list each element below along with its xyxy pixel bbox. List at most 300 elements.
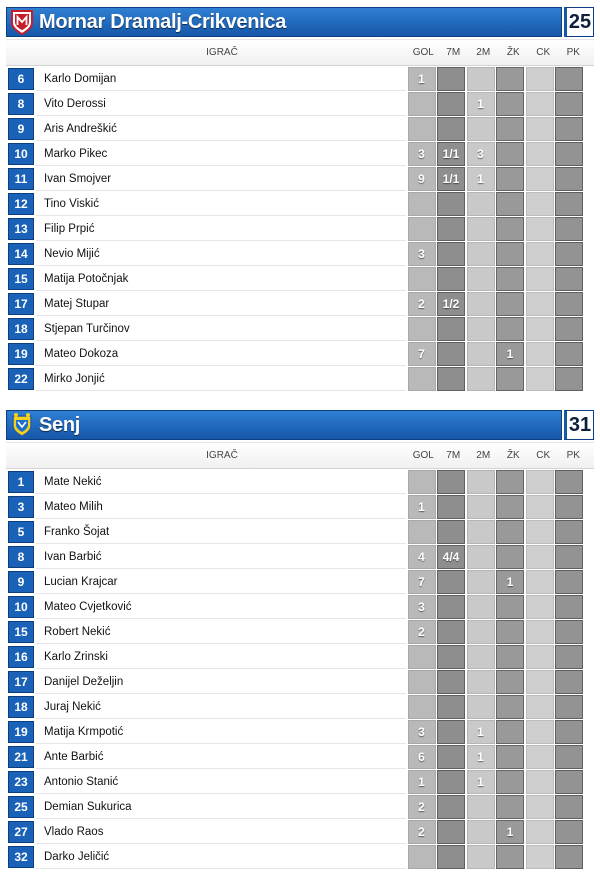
player-number: 21 bbox=[8, 746, 34, 768]
stat-m7 bbox=[437, 192, 465, 216]
stat-pk bbox=[555, 367, 583, 391]
stat-pk bbox=[555, 820, 583, 844]
stat-gol bbox=[408, 645, 436, 669]
column-header-pk: PK bbox=[566, 450, 580, 461]
stat-pk bbox=[555, 545, 583, 569]
player-number: 18 bbox=[8, 696, 34, 718]
stat-gol bbox=[408, 217, 436, 241]
stat-m2 bbox=[467, 267, 495, 291]
player-number: 1 bbox=[8, 471, 34, 493]
stat-ck bbox=[526, 845, 554, 869]
stat-m7 bbox=[437, 820, 465, 844]
player-row bbox=[6, 570, 594, 594]
player-row bbox=[6, 217, 594, 241]
team-header bbox=[6, 410, 594, 440]
stat-zk bbox=[496, 745, 524, 769]
stat-zk bbox=[496, 167, 524, 191]
player-name[interactable]: Karlo Zrinski bbox=[36, 645, 406, 669]
stat-gol bbox=[408, 495, 436, 519]
stat-m2 bbox=[467, 495, 495, 519]
stat-m7 bbox=[437, 292, 465, 316]
player-name[interactable]: Matija Potočnjak bbox=[36, 267, 406, 291]
stat-gol bbox=[408, 470, 436, 494]
stat-m7 bbox=[437, 317, 465, 341]
player-name[interactable]: Mirko Jonjić bbox=[36, 367, 406, 391]
stat-pk bbox=[555, 620, 583, 644]
stat-pk bbox=[555, 795, 583, 819]
stat-m7 bbox=[437, 217, 465, 241]
stat-gol bbox=[408, 520, 436, 544]
column-header-ck: CK bbox=[536, 47, 551, 58]
player-number: 13 bbox=[8, 218, 34, 240]
team-crest-icon bbox=[10, 9, 34, 35]
stat-gol-value: 7 bbox=[418, 347, 425, 361]
stat-gol bbox=[408, 67, 436, 91]
stat-zk bbox=[496, 795, 524, 819]
column-header-zk: ŽK bbox=[506, 450, 520, 461]
stat-ck bbox=[526, 670, 554, 694]
stat-ck bbox=[526, 595, 554, 619]
team-logo bbox=[9, 412, 35, 438]
column-header-m7: 7M bbox=[446, 450, 461, 461]
stat-gol-value: 3 bbox=[418, 247, 425, 261]
stat-gol bbox=[408, 242, 436, 266]
stat-zk-value: 1 bbox=[506, 347, 514, 361]
stat-gol bbox=[408, 342, 436, 366]
stat-m2 bbox=[467, 142, 495, 166]
stat-zk bbox=[496, 92, 524, 116]
player-name[interactable]: Ante Barbić bbox=[36, 745, 406, 769]
stat-pk bbox=[555, 845, 583, 869]
player-number: 15 bbox=[8, 621, 34, 643]
stat-m2 bbox=[467, 117, 495, 141]
column-header-m7: 7M bbox=[446, 47, 461, 58]
player-number: 3 bbox=[8, 496, 34, 518]
player-number: 17 bbox=[8, 293, 34, 315]
player-name[interactable]: Tino Viskić bbox=[36, 192, 406, 216]
stat-pk bbox=[555, 292, 583, 316]
player-row bbox=[6, 495, 594, 519]
stat-m7 bbox=[437, 670, 465, 694]
stat-pk bbox=[555, 217, 583, 241]
player-row bbox=[6, 470, 594, 494]
stat-m2 bbox=[467, 242, 495, 266]
stat-m7-value: 4/4 bbox=[442, 550, 460, 564]
stat-m7 bbox=[437, 795, 465, 819]
player-name[interactable]: Darko Jeličić bbox=[36, 845, 406, 869]
team-table bbox=[6, 7, 594, 391]
stat-m7 bbox=[437, 645, 465, 669]
stat-zk bbox=[496, 820, 524, 844]
stat-gol bbox=[408, 192, 436, 216]
player-row bbox=[6, 317, 594, 341]
stat-zk bbox=[496, 242, 524, 266]
player-row bbox=[6, 720, 594, 744]
player-name[interactable]: Antonio Stanić bbox=[36, 770, 406, 794]
stat-gol bbox=[408, 267, 436, 291]
stat-m7 bbox=[437, 470, 465, 494]
stat-pk bbox=[555, 720, 583, 744]
stat-zk bbox=[496, 470, 524, 494]
player-number: 12 bbox=[8, 193, 34, 215]
stat-m7 bbox=[437, 92, 465, 116]
stat-pk bbox=[555, 117, 583, 141]
team-header bbox=[6, 7, 594, 37]
column-header-m2: 2M bbox=[476, 450, 491, 461]
stat-zk bbox=[496, 620, 524, 644]
player-name[interactable]: Ivan Smojver bbox=[36, 167, 406, 191]
stat-pk bbox=[555, 67, 583, 91]
player-row bbox=[6, 267, 594, 291]
stat-gol bbox=[408, 845, 436, 869]
stat-m7 bbox=[437, 67, 465, 91]
stat-gol-value: 4 bbox=[418, 550, 425, 564]
player-name[interactable]: Matija Krmpotić bbox=[36, 720, 406, 744]
stat-gol bbox=[408, 745, 436, 769]
team-table bbox=[6, 410, 594, 869]
player-name[interactable]: Ivan Barbić bbox=[36, 545, 406, 569]
stat-ck bbox=[526, 367, 554, 391]
stat-m2-value: 1 bbox=[477, 775, 484, 789]
stat-m7 bbox=[437, 167, 465, 191]
stat-gol bbox=[408, 545, 436, 569]
stat-ck bbox=[526, 167, 554, 191]
stat-zk bbox=[496, 845, 524, 869]
column-header-zk: ŽK bbox=[506, 47, 520, 58]
player-number: 6 bbox=[8, 68, 34, 90]
stat-m2 bbox=[467, 67, 495, 91]
player-number: 27 bbox=[8, 821, 34, 843]
stat-pk bbox=[555, 695, 583, 719]
player-row bbox=[6, 745, 594, 769]
player-name[interactable]: Filip Prpić bbox=[36, 217, 406, 241]
column-header-row bbox=[6, 39, 594, 66]
player-number: 5 bbox=[8, 521, 34, 543]
stat-m7 bbox=[437, 342, 465, 366]
stat-gol bbox=[408, 142, 436, 166]
stat-pk bbox=[555, 142, 583, 166]
stat-m2 bbox=[467, 795, 495, 819]
stat-gol bbox=[408, 620, 436, 644]
player-row bbox=[6, 845, 594, 869]
player-name[interactable]: Franko Šojat bbox=[36, 520, 406, 544]
stat-pk bbox=[555, 267, 583, 291]
player-row bbox=[6, 292, 594, 316]
player-number: 17 bbox=[8, 671, 34, 693]
player-row bbox=[6, 67, 594, 91]
team-name: Senj bbox=[39, 413, 81, 436]
stat-m7 bbox=[437, 745, 465, 769]
stat-ck bbox=[526, 545, 554, 569]
stat-ck bbox=[526, 142, 554, 166]
player-row bbox=[6, 367, 594, 391]
stat-m7 bbox=[437, 595, 465, 619]
stat-zk bbox=[496, 645, 524, 669]
stat-m2 bbox=[467, 595, 495, 619]
player-name[interactable]: Mateo Milih bbox=[36, 495, 406, 519]
stat-m2 bbox=[467, 470, 495, 494]
stat-gol bbox=[408, 92, 436, 116]
column-header-player: IGRAČ bbox=[206, 47, 238, 58]
stat-m2 bbox=[467, 670, 495, 694]
player-number: 9 bbox=[8, 118, 34, 140]
stat-pk bbox=[555, 242, 583, 266]
team-logo bbox=[9, 9, 35, 35]
stat-m2-value: 1 bbox=[477, 97, 484, 111]
stat-m7 bbox=[437, 142, 465, 166]
player-row bbox=[6, 520, 594, 544]
stat-pk bbox=[555, 745, 583, 769]
stat-zk bbox=[496, 770, 524, 794]
stat-ck bbox=[526, 217, 554, 241]
column-header-gol: GOL bbox=[412, 450, 434, 461]
column-header-player: IGRAČ bbox=[206, 450, 238, 461]
stat-m2 bbox=[467, 695, 495, 719]
stat-m2-value: 1 bbox=[477, 750, 484, 764]
player-row bbox=[6, 620, 594, 644]
stat-gol bbox=[408, 720, 436, 744]
stat-gol bbox=[408, 317, 436, 341]
stat-m7 bbox=[437, 242, 465, 266]
stat-ck bbox=[526, 67, 554, 91]
stat-ck bbox=[526, 570, 554, 594]
player-number: 10 bbox=[8, 596, 34, 618]
stat-gol-value: 2 bbox=[418, 625, 425, 639]
column-header-row bbox=[6, 442, 594, 469]
stat-m7 bbox=[437, 720, 465, 744]
stat-pk bbox=[555, 670, 583, 694]
stat-m7-value: 1/1 bbox=[442, 147, 460, 161]
player-row bbox=[6, 645, 594, 669]
player-name[interactable]: Aris Andreškić bbox=[36, 117, 406, 141]
stat-m2 bbox=[467, 720, 495, 744]
stat-pk bbox=[555, 495, 583, 519]
team-header-bar bbox=[6, 410, 562, 440]
stat-m7-value: 1/2 bbox=[442, 297, 460, 311]
player-row bbox=[6, 820, 594, 844]
player-number: 25 bbox=[8, 796, 34, 818]
player-name[interactable]: Vito Derossi bbox=[36, 92, 406, 116]
stat-ck bbox=[526, 520, 554, 544]
stat-m2 bbox=[467, 645, 495, 669]
stat-gol bbox=[408, 117, 436, 141]
player-number: 18 bbox=[8, 318, 34, 340]
stat-m2 bbox=[467, 570, 495, 594]
stat-gol bbox=[408, 570, 436, 594]
stat-pk bbox=[555, 317, 583, 341]
stat-m2 bbox=[467, 192, 495, 216]
player-number: 14 bbox=[8, 243, 34, 265]
stat-m2-value: 3 bbox=[477, 147, 484, 161]
stat-gol-value: 7 bbox=[418, 575, 425, 589]
player-name[interactable]: Robert Nekić bbox=[36, 620, 406, 644]
stat-m7 bbox=[437, 520, 465, 544]
stat-ck bbox=[526, 92, 554, 116]
column-header-m2: 2M bbox=[476, 47, 491, 58]
stat-m2 bbox=[467, 845, 495, 869]
stat-m2 bbox=[467, 820, 495, 844]
stat-m7 bbox=[437, 570, 465, 594]
stat-ck bbox=[526, 645, 554, 669]
player-number: 19 bbox=[8, 343, 34, 365]
stat-gol bbox=[408, 770, 436, 794]
stat-zk bbox=[496, 192, 524, 216]
stat-gol bbox=[408, 292, 436, 316]
stat-gol bbox=[408, 167, 436, 191]
player-row bbox=[6, 770, 594, 794]
stat-gol bbox=[408, 820, 436, 844]
stat-ck bbox=[526, 292, 554, 316]
stat-m7-value: 1/1 bbox=[442, 172, 460, 186]
stat-m2 bbox=[467, 545, 495, 569]
stat-ck bbox=[526, 720, 554, 744]
stat-m2 bbox=[467, 92, 495, 116]
player-name[interactable]: Mate Nekić bbox=[36, 470, 406, 494]
player-row bbox=[6, 545, 594, 569]
stat-gol-value: 9 bbox=[418, 172, 425, 186]
stat-zk bbox=[496, 495, 524, 519]
stat-m2 bbox=[467, 217, 495, 241]
stat-ck bbox=[526, 745, 554, 769]
stat-m7 bbox=[437, 545, 465, 569]
stat-m2 bbox=[467, 167, 495, 191]
player-name[interactable]: Danijel Deželjin bbox=[36, 670, 406, 694]
stat-zk bbox=[496, 317, 524, 341]
stat-gol-value: 1 bbox=[418, 72, 425, 86]
player-name[interactable]: Vlado Raos bbox=[36, 820, 406, 844]
column-header-gol: GOL bbox=[412, 47, 434, 58]
stat-zk bbox=[496, 595, 524, 619]
stat-pk bbox=[555, 645, 583, 669]
stat-pk bbox=[555, 520, 583, 544]
player-name[interactable]: Matej Stupar bbox=[36, 292, 406, 316]
stat-gol-value: 3 bbox=[418, 600, 425, 614]
stat-gol bbox=[408, 695, 436, 719]
stat-m7 bbox=[437, 495, 465, 519]
stat-zk bbox=[496, 142, 524, 166]
stat-gol-value: 2 bbox=[418, 297, 425, 311]
stat-gol bbox=[408, 795, 436, 819]
stat-zk bbox=[496, 292, 524, 316]
stat-zk bbox=[496, 670, 524, 694]
stat-m2 bbox=[467, 770, 495, 794]
stat-m2-value: 1 bbox=[477, 172, 484, 186]
stat-pk bbox=[555, 470, 583, 494]
stat-pk bbox=[555, 595, 583, 619]
stat-zk bbox=[496, 720, 524, 744]
player-number: 15 bbox=[8, 268, 34, 290]
player-number: 32 bbox=[8, 846, 34, 868]
stat-pk bbox=[555, 342, 583, 366]
player-row bbox=[6, 167, 594, 191]
stat-m7 bbox=[437, 770, 465, 794]
stat-zk bbox=[496, 545, 524, 569]
stat-gol-value: 6 bbox=[418, 750, 425, 764]
stat-pk bbox=[555, 192, 583, 216]
stat-m2 bbox=[467, 620, 495, 644]
player-name[interactable]: Karlo Domijan bbox=[36, 67, 406, 91]
stat-m7 bbox=[437, 845, 465, 869]
stat-pk bbox=[555, 570, 583, 594]
team-score: 25 bbox=[564, 7, 594, 37]
player-row bbox=[6, 342, 594, 366]
player-name[interactable]: Mateo Cvjetković bbox=[36, 595, 406, 619]
stat-zk bbox=[496, 117, 524, 141]
player-row bbox=[6, 92, 594, 116]
stat-zk bbox=[496, 67, 524, 91]
player-row bbox=[6, 142, 594, 166]
player-name[interactable]: Nevio Mijić bbox=[36, 242, 406, 266]
stat-zk bbox=[496, 520, 524, 544]
stat-gol-value: 1 bbox=[418, 500, 425, 514]
player-number: 16 bbox=[8, 646, 34, 668]
player-name[interactable]: Demian Sukurica bbox=[36, 795, 406, 819]
player-row bbox=[6, 242, 594, 266]
stat-m2 bbox=[467, 520, 495, 544]
stat-ck bbox=[526, 695, 554, 719]
player-row bbox=[6, 192, 594, 216]
player-number: 8 bbox=[8, 546, 34, 568]
stat-m7 bbox=[437, 267, 465, 291]
column-header-ck: CK bbox=[536, 450, 551, 461]
stat-zk bbox=[496, 342, 524, 366]
stat-zk-value: 1 bbox=[506, 825, 514, 839]
player-number: 23 bbox=[8, 771, 34, 793]
stat-gol-value: 2 bbox=[418, 800, 425, 814]
stat-ck bbox=[526, 342, 554, 366]
stat-m7 bbox=[437, 367, 465, 391]
stat-gol-value: 1 bbox=[418, 775, 425, 789]
team-crest-icon bbox=[10, 412, 34, 438]
player-number: 11 bbox=[8, 168, 34, 190]
stat-ck bbox=[526, 820, 554, 844]
player-row bbox=[6, 795, 594, 819]
stat-zk-value: 1 bbox=[506, 575, 514, 589]
stat-pk bbox=[555, 92, 583, 116]
stat-m2 bbox=[467, 367, 495, 391]
stat-m7 bbox=[437, 695, 465, 719]
stat-zk bbox=[496, 695, 524, 719]
column-header-pk: PK bbox=[566, 47, 580, 58]
stat-m2 bbox=[467, 292, 495, 316]
stat-ck bbox=[526, 495, 554, 519]
stat-zk bbox=[496, 367, 524, 391]
stat-gol-value: 3 bbox=[418, 147, 425, 161]
player-name[interactable]: Stjepan Turčinov bbox=[36, 317, 406, 341]
player-number: 9 bbox=[8, 571, 34, 593]
player-name[interactable]: Lucian Krajcar bbox=[36, 570, 406, 594]
stat-ck bbox=[526, 317, 554, 341]
stat-zk bbox=[496, 570, 524, 594]
stat-gol-value: 2 bbox=[418, 825, 425, 839]
player-name[interactable]: Marko Pikec bbox=[36, 142, 406, 166]
team-score: 31 bbox=[564, 410, 594, 440]
stat-m2-value: 1 bbox=[477, 725, 484, 739]
player-name[interactable]: Juraj Nekić bbox=[36, 695, 406, 719]
player-name[interactable]: Mateo Dokoza bbox=[36, 342, 406, 366]
stat-zk bbox=[496, 217, 524, 241]
player-number: 10 bbox=[8, 143, 34, 165]
stat-m2 bbox=[467, 745, 495, 769]
stat-m2 bbox=[467, 317, 495, 341]
stat-ck bbox=[526, 795, 554, 819]
player-number: 8 bbox=[8, 93, 34, 115]
player-row bbox=[6, 117, 594, 141]
stat-ck bbox=[526, 242, 554, 266]
player-number: 22 bbox=[8, 368, 34, 390]
stat-pk bbox=[555, 167, 583, 191]
stat-gol-value: 3 bbox=[418, 725, 425, 739]
